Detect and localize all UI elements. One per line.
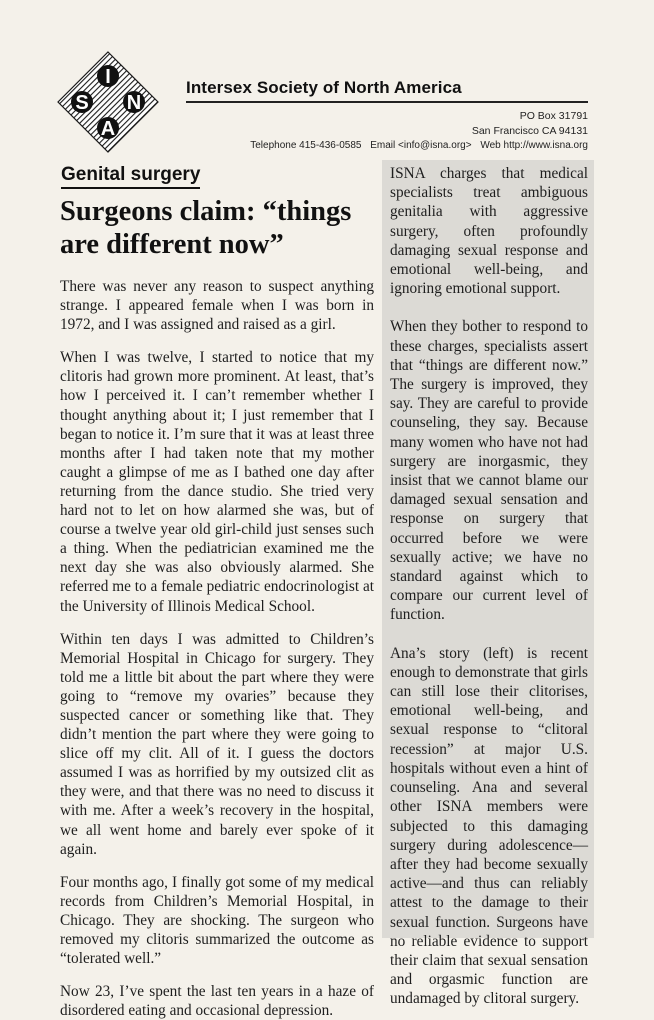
section-label: Genital surgery: [61, 164, 200, 189]
sidebar-paragraph: When they bother to respond to these charges, specialists assert that “things are different now.” The surgery is improved, they say. They are careful to provide counseling, they say. Because many women who have not had surgery are inorgasmic, they insist that we cannot blame our damaged sexual sensation and response on surgery that occurred before we were sexually active; we have no standard against which to compare our current level of function.: [390, 318, 588, 624]
article-paragraph: Four months ago, I finally got some of my medical records from Children’s Memorial Hospital, in Chicago. They are shocking. The surgeon who removed my clitoris summarized the outcome as “tolerated well.”: [60, 873, 374, 968]
logo-letter-s: S: [75, 92, 89, 114]
website-text: Web http://www.isna.org: [480, 140, 588, 151]
isna-logo: [56, 50, 160, 154]
mailing-address: [472, 109, 588, 139]
sidebar-paragraph: Ana’s story (left) is recent enough to demonstrate that girls can still lose their clitorises, emotional well-being, and sexual response to “clitoral recession” at major U.S. hospitals without even a hint of counseling. Ana and several other ISNA members were subjected to this damaging surgery during adolescence—after they had become sexually active—and thus can reliably attest to the damage to their sexual function. Surgeons have no reliable evidence to support their claim that sexual sensation and orgasmic function are undamaged by clitoral surgery.: [390, 644, 588, 1008]
address-line-po-box: PO Box 31791: [519, 110, 588, 122]
logo-letter-i: I: [105, 66, 111, 88]
address-line-city: San Francisco CA 94131: [471, 125, 588, 137]
article-paragraph: There was never any reason to suspect anything strange. I appeared female when I was born in 1972, and I was assigned and raised as a girl.: [60, 278, 374, 334]
article-paragraph: When I was twelve, I started to notice that my clitoris had grown more prominent. At least, that’s how I perceived it. I can’t remember whether I thought anything about it; I just remember that I began to notice it. I’m sure that it was at least three months after I had taken note that my mother caught a glimpse of me as I bathed one day after returning from the dance studio. She tried very hard not to let on how alarmed she was, but of course a twelve year old girl-child just senses such a thing. When the pediatrician examined me the next day she was also obviously alarmed. She referred me to a female pediatric endocrinologist at the University of Illinois Medical School.: [60, 349, 374, 615]
article-column: [60, 164, 374, 1020]
contact-line: [250, 140, 588, 151]
article-paragraph: Now 23, I’ve spent the last ten years in a haze of disordered eating and occasional depression.: [60, 983, 374, 1020]
article-headline: Surgeons claim: “things are different now”: [60, 196, 352, 260]
telephone-text: Telephone 415-436-0585: [250, 140, 362, 151]
article-paragraph: Within ten days I was admitted to Children’s Memorial Hospital in Chicago for surgery. They told me a little bit about the part where they were going to “remove my ovaries” because they suspected cancer or something like that. They didn’t mention the part where they were going to slice off my clit. All of it. I guess the doctors assumed I was as horrified by my outsized clit as they were, and that there was no need to discuss it with me. After a week’s recovery in the hospital, we all went home and barely ever spoke of it again.: [60, 630, 374, 858]
header-divider: [186, 101, 588, 103]
organization-name: Intersex Society of North America: [186, 78, 462, 97]
sidebar-box: [382, 160, 594, 1008]
email-text: Email <info@isna.org>: [370, 140, 472, 151]
sidebar-paragraph: ISNA charges that medical specialists treat ambiguous genitalia with aggressive surgery, often profoundly damaging sexual response and emotional well-being, and ignoring emotional support.: [390, 165, 588, 298]
logo-letter-a: A: [100, 118, 116, 140]
logo-letter-n: N: [126, 92, 142, 114]
